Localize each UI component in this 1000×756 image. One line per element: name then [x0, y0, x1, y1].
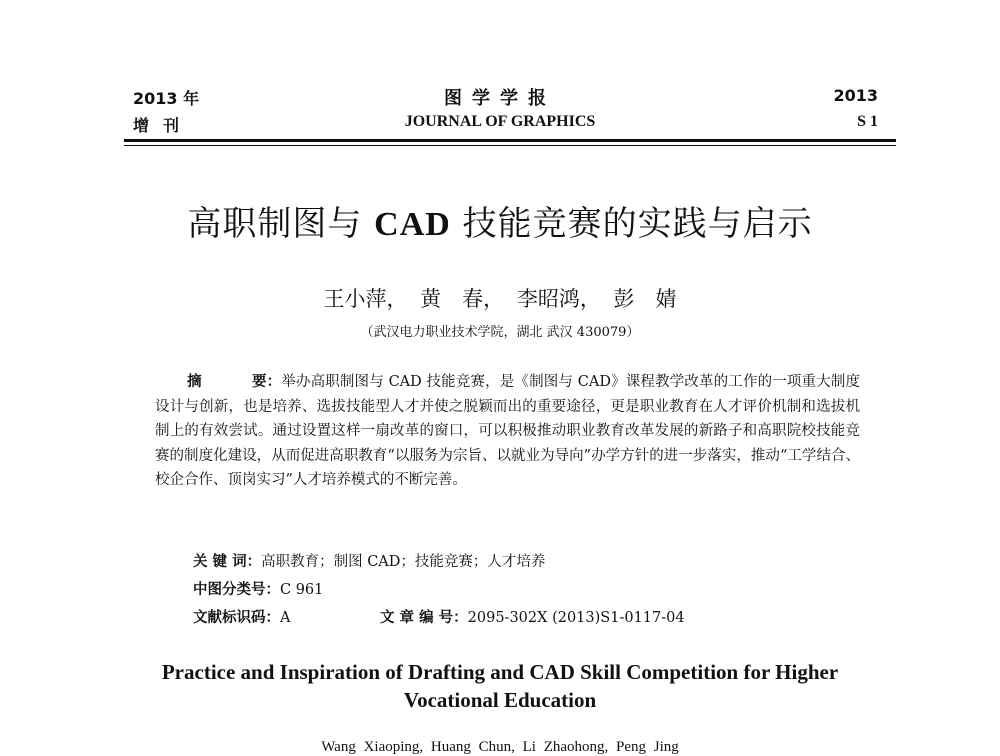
title-en-line1: Practice and Inspiration of Drafting and CAD Skill Competition for Higher [161, 660, 839, 684]
abstract-label-second: 要： [251, 374, 282, 390]
title-cn-part2: 技能竞赛的实践与启示 [450, 204, 813, 244]
clc-row [193, 578, 323, 599]
header-rule-thin [124, 145, 896, 146]
article-no-value: 2095-302X (2013)S1-0117-04 [467, 610, 685, 626]
keywords-row [193, 550, 545, 571]
journal-name-cn: 图学学报 [444, 88, 556, 109]
authors-cn: 王小萍， 黄 春， 李昭鸿， 彭 婧 [323, 287, 677, 311]
abstract-text: 举办高职制图与 CAD 技能竞赛，是《制图与 CAD》课程教学改革的工作的一项重大制度设计与创新，也是培养、选拔技能型人才并使之脱颖而出的重要途径，更是职业教育在人才评价机制和选拔机制上的有效尝试。通过设置这样一扇改革的窗口，可以积极推动职业教育改革发展的新路子和高职院校技能竞赛的制度化建设，从而促进高职教育“以服务为宗旨、以就业为导向”办学方针的进一步落实，推动“工学结合、校企合作、顶岗实习”人才培养模式的不断完善。 [155, 374, 861, 488]
doc-code-row [193, 606, 290, 627]
abstract-label-first: 摘 [187, 374, 202, 390]
article-no-row [380, 606, 685, 627]
doc-code-value: A [280, 610, 291, 626]
paper-title-cn [0, 196, 1000, 245]
header-issue-cn: 增刊 [133, 116, 194, 135]
journal-name-en: JOURNAL OF GRAPHICS [404, 113, 596, 130]
authors-en: Wang Xiaoping, Huang Chun, Li Zhaohong, Peng Jing [321, 739, 679, 755]
header-year: 2013 [833, 86, 878, 105]
header-issue: S 1 [857, 113, 878, 130]
affiliation-cn: （武汉电力职业技术学院，湖北 武汉 430079） [360, 325, 640, 340]
abstract-block [155, 370, 860, 493]
abstract-label [155, 374, 281, 390]
header-rule-thick [124, 139, 896, 142]
keywords-label: 关 键 词： [193, 554, 262, 570]
title-cn-cad: CAD [374, 206, 451, 243]
article-no-label: 文 章 编 号： [380, 610, 468, 626]
title-cn-part1: 高职制图与 [187, 204, 375, 244]
header-year-cn: 2013 年 [133, 89, 200, 108]
title-en-line2: Vocational Education [403, 688, 597, 712]
keywords-value: 高职教育；制图 CAD；技能竞赛；人才培养 [261, 554, 546, 570]
doc-code-label: 文献标识码： [193, 610, 280, 626]
clc-label: 中图分类号： [193, 582, 280, 598]
paper-title-en [100, 658, 900, 714]
clc-value: C 961 [280, 582, 324, 598]
